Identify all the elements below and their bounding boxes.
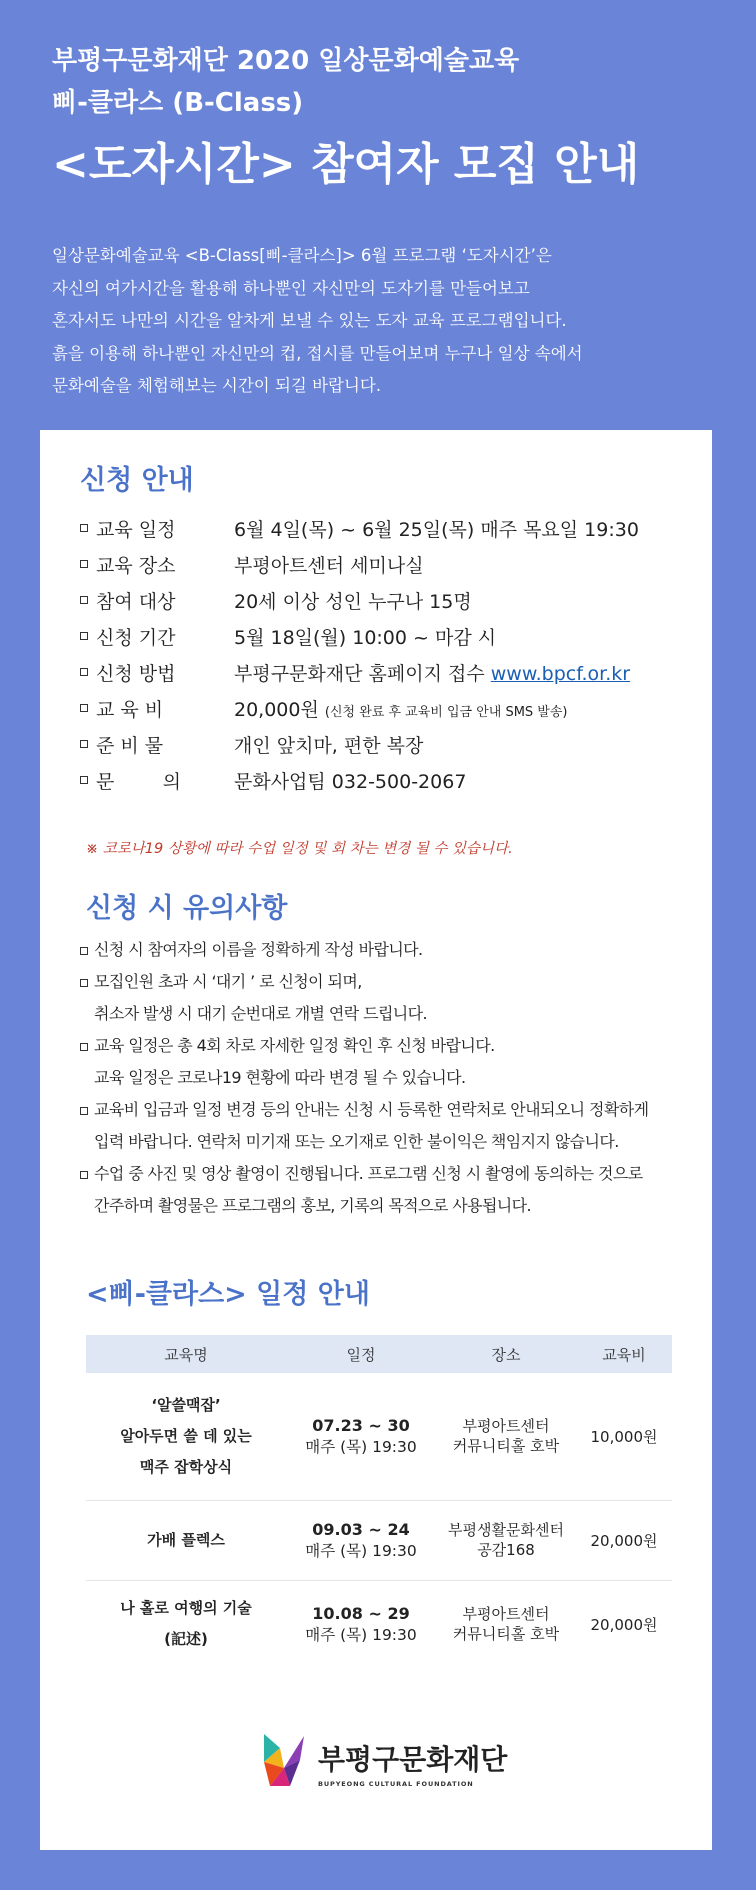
- square-bullet-icon: [80, 979, 88, 987]
- intro-text: [52, 240, 712, 403]
- square-bullet-icon: [80, 1171, 88, 1179]
- caution-line: 교육 일정은 총 4회 차로 자세한 일정 확인 후 신청 바랍니다.: [94, 1036, 495, 1055]
- foundation-logo-icon: [260, 1730, 308, 1790]
- course-name: [86, 1580, 286, 1668]
- course-place: [436, 1580, 576, 1668]
- course-name: [86, 1500, 286, 1580]
- square-bullet-icon: [80, 740, 88, 748]
- info-value: 6월 4일(목) ~ 6월 25일(목) 매주 목요일 19:30: [234, 518, 639, 541]
- info-value: 개인 앞치마, 편한 복장: [234, 734, 424, 757]
- place-line: 부평아트센터: [462, 1417, 550, 1436]
- caution-item: [80, 1158, 720, 1222]
- course-dates: 09.03 ~ 24: [312, 1519, 410, 1539]
- caution-item: [80, 1030, 720, 1094]
- info-label: 문 의: [96, 770, 182, 793]
- fee-note: (신청 완료 후 교육비 입금 안내 SMS 발송): [324, 704, 568, 720]
- place-line: 공감168: [477, 1541, 535, 1559]
- fee-text: 20,000원: [234, 698, 325, 721]
- info-row-supplies: [80, 726, 680, 762]
- info-label: 신청 방법: [96, 662, 176, 685]
- intro-line: 흙을 이용해 하나뿐인 자신만의 컵, 접시를 만들어보며 누구나 일상 속에서: [52, 343, 583, 363]
- info-row-method: [80, 654, 680, 690]
- header-line-1: 부평구문화재단 2020 일상문화예술교육: [52, 46, 520, 76]
- header: [52, 40, 712, 196]
- info-row-target: [80, 582, 680, 618]
- square-bullet-icon: [80, 524, 88, 532]
- course-time: 매주 (목) 19:30: [305, 1541, 417, 1560]
- intro-line: 문화예술을 체험해보는 시간이 되길 바랍니다.: [52, 376, 382, 395]
- intro-line: 자신의 여가시간을 활용해 하나뿐인 자신만의 도자기를 만들어보고: [52, 278, 530, 298]
- course-fee: 20,000원: [576, 1500, 672, 1580]
- column-header: 일정: [286, 1335, 436, 1373]
- table-row: [86, 1373, 672, 1500]
- info-value: 문화사업팀 032-500-2067: [234, 770, 467, 793]
- course-schedule: [286, 1373, 436, 1500]
- square-bullet-icon: [80, 947, 88, 955]
- application-section-title: 신청 안내: [80, 465, 194, 496]
- info-row-fee: [80, 690, 680, 726]
- course-name-line: (記述): [164, 1630, 208, 1649]
- column-header: 교육비: [576, 1335, 672, 1373]
- table-row: [86, 1500, 672, 1580]
- info-label: 교 육 비: [96, 698, 164, 721]
- square-bullet-icon: [80, 1043, 88, 1051]
- caution-line: 수업 중 사진 및 영상 촬영이 진행됩니다. 프로그램 신청 시 촬영에 동의하는 것으로: [94, 1164, 643, 1183]
- square-bullet-icon: [80, 704, 88, 712]
- intro-line: 일상문화예술교육 <B-Class[삐-클라스]> 6월 프로그램 ‘도자시간’은: [52, 246, 552, 265]
- page-title: <도자시간> 참여자 모집 안내: [52, 139, 640, 190]
- info-row-period: [80, 618, 680, 654]
- schedule-table: [86, 1335, 672, 1668]
- info-value: 부평아트센터 세미나실: [234, 554, 424, 577]
- intro-line: 혼자서도 나만의 시간을 알차게 보낼 수 있는 도자 교육 프로그램입니다.: [52, 311, 567, 330]
- caution-line: 교육비 입금과 일정 변경 등의 안내는 신청 시 등록한 연락처로 안내되오니 정확하게: [94, 1100, 649, 1119]
- homepage-link[interactable]: www.bpcf.or.kr: [490, 662, 631, 685]
- square-bullet-icon: [80, 596, 88, 604]
- column-header: 장소: [436, 1335, 576, 1373]
- course-place: [436, 1500, 576, 1580]
- table-header-row: [86, 1335, 672, 1373]
- course-fee: 20,000원: [590, 1615, 658, 1634]
- header-line-2: 삐-클라스 (B-Class): [52, 88, 304, 118]
- caution-item: [80, 966, 720, 1030]
- caution-line: 간주하며 촬영물은 프로그램의 홍보, 기록의 목적으로 사용됩니다.: [94, 1196, 532, 1215]
- caution-line: 모집인원 초과 시 ‘대기 ’ 로 신청이 되며,: [94, 972, 362, 991]
- course-time: 매주 (목) 19:30: [305, 1625, 417, 1644]
- caution-line: 입력 바랍니다. 연락처 미기재 또는 오기재로 인한 불이익은 책임지지 않습니다.: [94, 1132, 619, 1151]
- place-line: 커뮤니티홀 호박: [452, 1437, 560, 1456]
- info-label: 준 비 물: [96, 734, 164, 757]
- logo-name: 부평구문화재단: [318, 1743, 508, 1776]
- table-row: [86, 1580, 672, 1668]
- info-value: [234, 659, 680, 686]
- info-label: 교육 일정: [96, 518, 176, 541]
- square-bullet-icon: [80, 560, 88, 568]
- course-dates: 07.23 ~ 30: [312, 1415, 410, 1435]
- course-name-line: 나 홀로 여행의 기술: [120, 1599, 252, 1618]
- course-place: [436, 1373, 576, 1500]
- caution-line: 신청 시 참여자의 이름을 정확하게 작성 바랍니다.: [94, 940, 423, 959]
- column-header: 교육명: [86, 1335, 286, 1373]
- place-line: 부평생활문화센터: [448, 1521, 564, 1539]
- course-dates: 10.08 ~ 29: [312, 1603, 410, 1623]
- cautions-list: [80, 934, 720, 1222]
- content-card: [40, 430, 712, 1850]
- course-schedule: [286, 1500, 436, 1580]
- info-label: 참여 대상: [96, 590, 176, 613]
- cautions-section-title: 신청 시 유의사항: [86, 893, 288, 924]
- course-name-line: 가배 플렉스: [147, 1530, 225, 1549]
- info-row-schedule: [80, 510, 680, 546]
- info-row-contact: [80, 762, 680, 798]
- logo-subtitle: BUPYEONG CULTURAL FOUNDATION: [318, 1780, 474, 1788]
- course-name-line: 맥주 잡학상식: [139, 1457, 233, 1476]
- place-line: 부평아트센터: [462, 1605, 550, 1624]
- course-time: 매주 (목) 19:30: [305, 1437, 417, 1456]
- info-value: 20세 이상 성인 누구나 15명: [234, 590, 472, 613]
- method-text: 부평구문화재단 홈페이지 접수: [234, 662, 491, 685]
- covid-warning: ※ 코로나19 상황에 따라 수업 일정 및 회 차는 변경 될 수 있습니다.: [86, 840, 513, 857]
- info-label: 신청 기간: [96, 626, 176, 649]
- caution-line: 교육 일정은 코로나19 현황에 따라 변경 될 수 있습니다.: [94, 1068, 466, 1087]
- course-schedule: [286, 1580, 436, 1668]
- course-fee: 10,000원: [576, 1373, 672, 1500]
- foundation-logo: [260, 1730, 530, 1796]
- info-row-location: [80, 546, 680, 582]
- info-value: [234, 695, 680, 722]
- info-label: 교육 장소: [96, 554, 176, 577]
- application-info-list: [80, 510, 680, 798]
- square-bullet-icon: [80, 776, 88, 784]
- square-bullet-icon: [80, 1107, 88, 1115]
- course-name-line: 알아두면 쓸 데 있는: [120, 1426, 252, 1445]
- place-line: 커뮤니티홀 호박: [452, 1625, 560, 1644]
- caution-item: [80, 934, 720, 966]
- course-name-line: ‘알쓸맥잡’: [151, 1395, 221, 1414]
- schedule-section-title: <삐-클라스> 일정 안내: [86, 1279, 370, 1310]
- caution-line: 취소자 발생 시 대기 순번대로 개별 연락 드립니다.: [94, 1004, 428, 1023]
- caution-item: [80, 1094, 720, 1158]
- course-name: [86, 1373, 286, 1500]
- square-bullet-icon: [80, 668, 88, 676]
- info-value: 5월 18일(월) 10:00 ~ 마감 시: [234, 626, 497, 649]
- square-bullet-icon: [80, 632, 88, 640]
